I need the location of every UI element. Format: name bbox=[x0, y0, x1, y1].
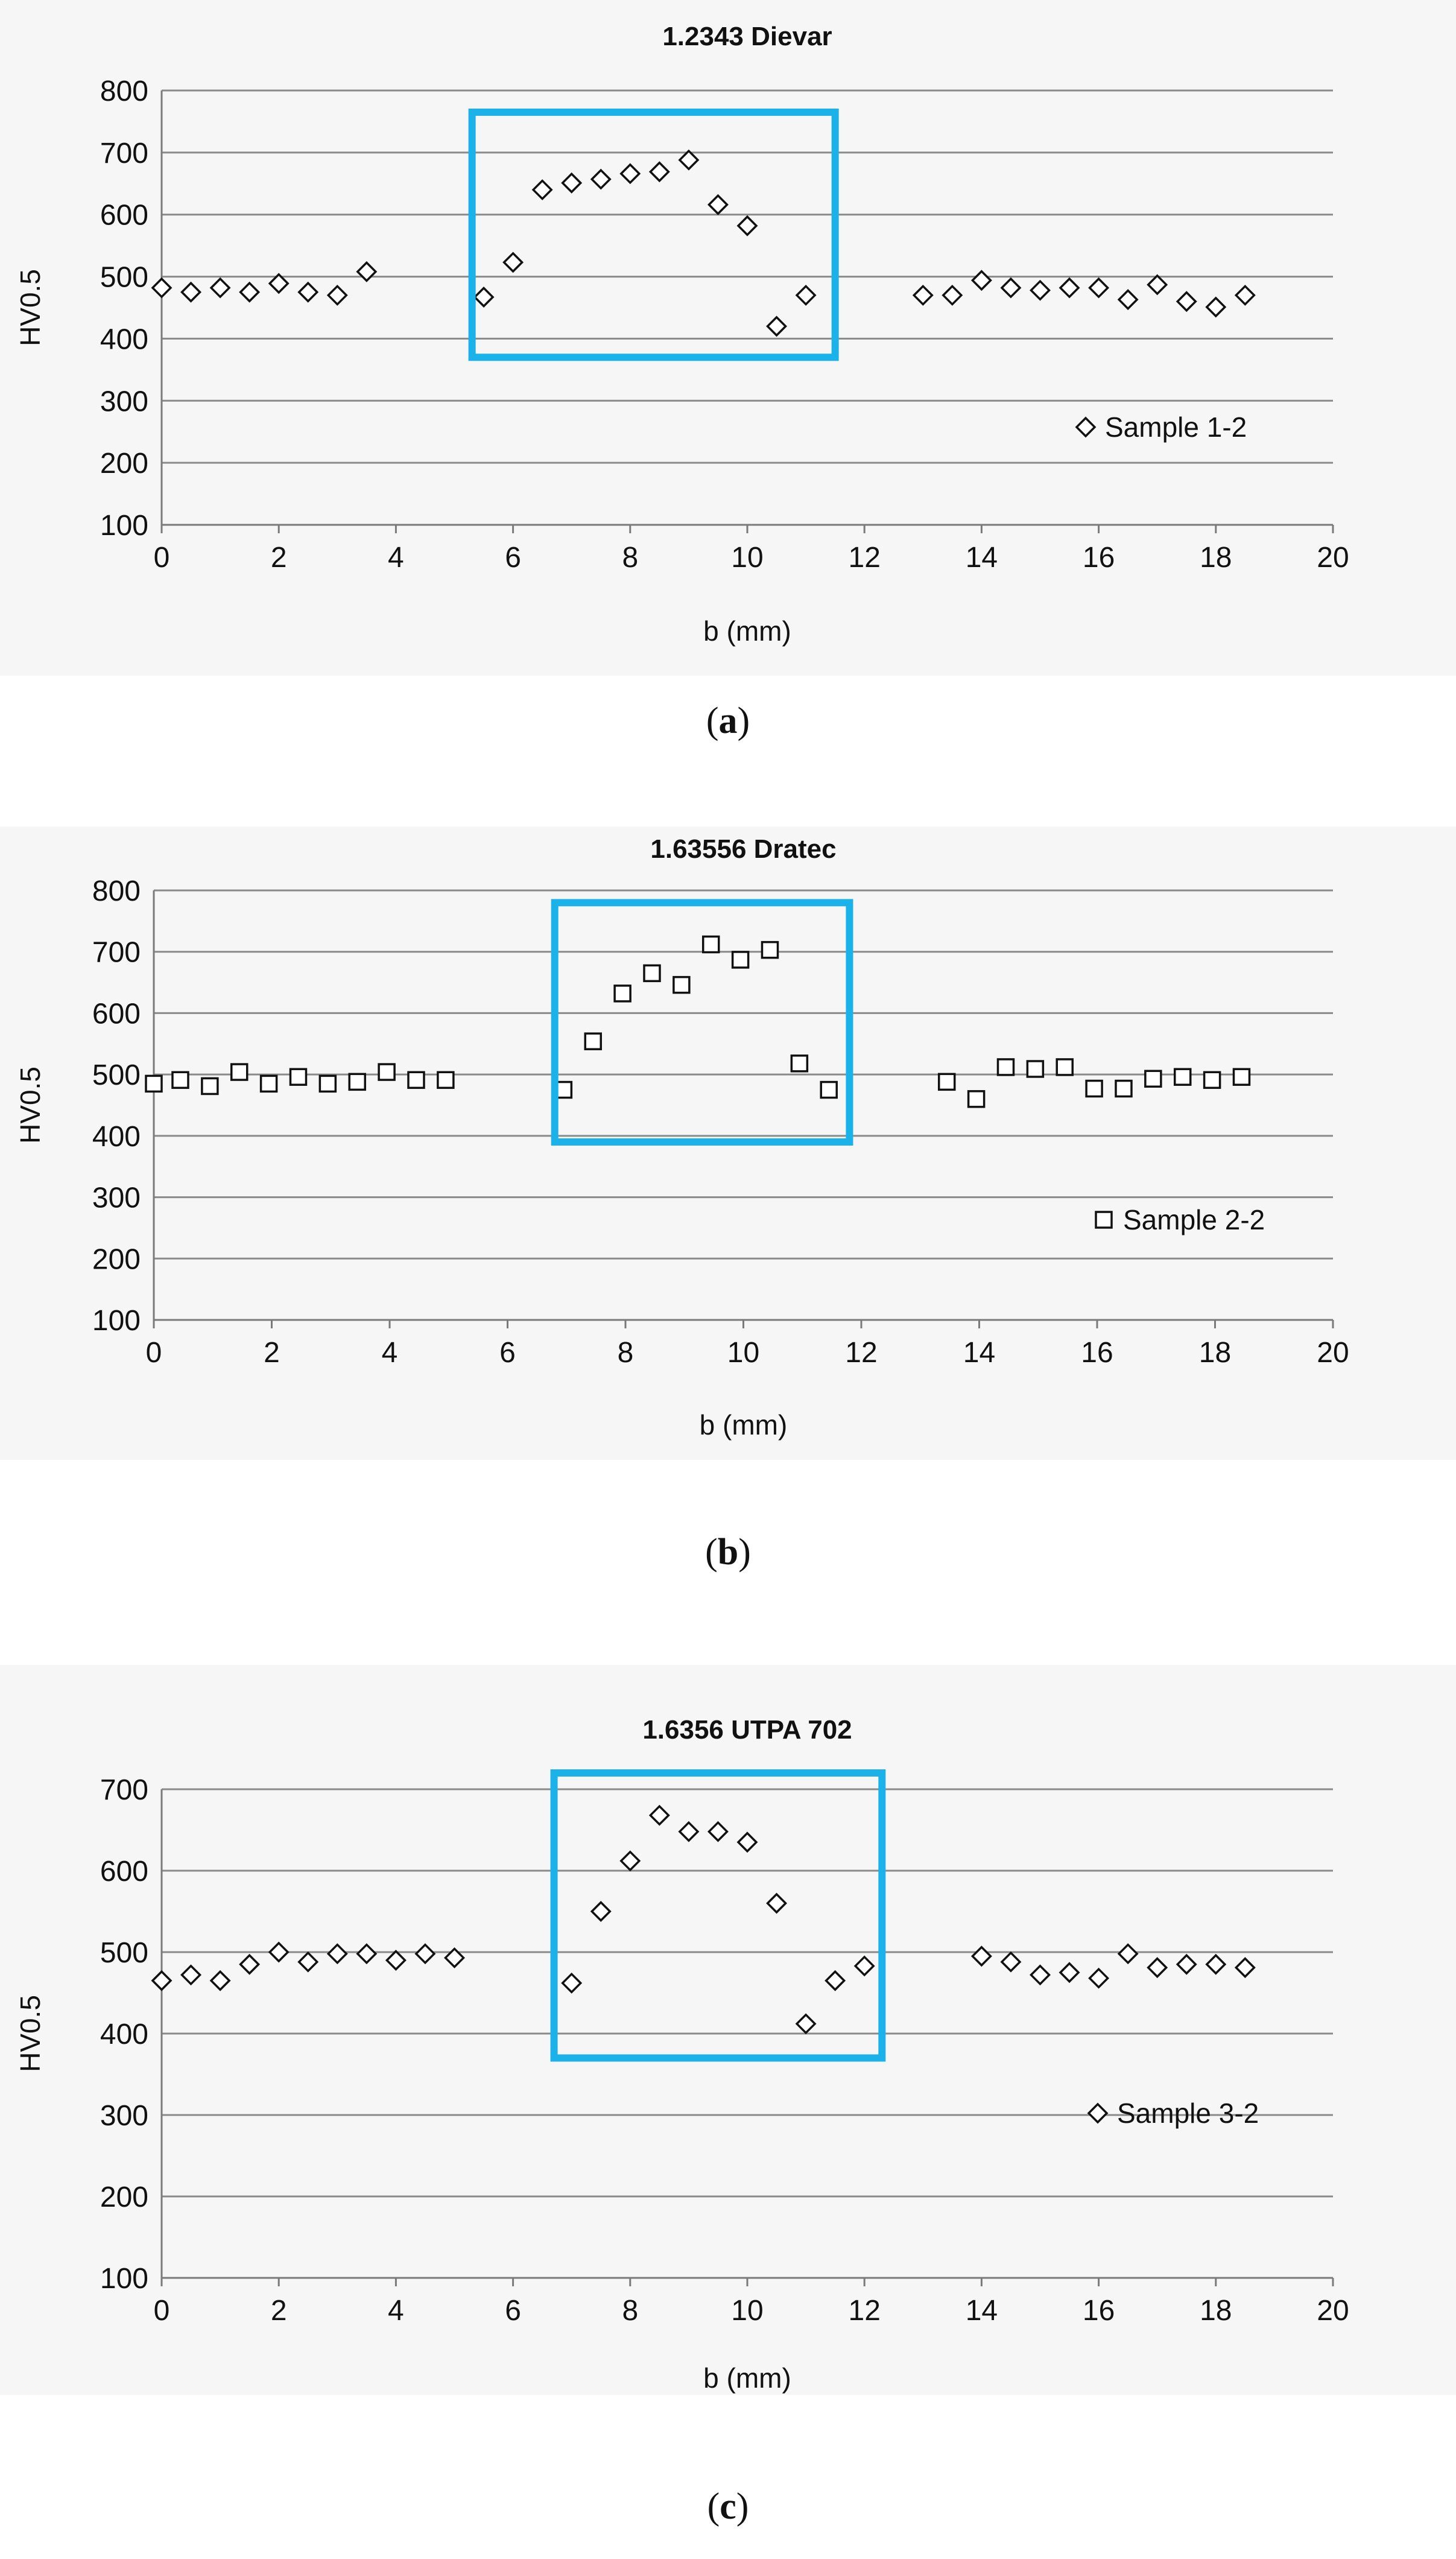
x-tick-label: 12 bbox=[845, 1337, 878, 1369]
data-point bbox=[791, 1056, 807, 1071]
x-tick-label: 6 bbox=[505, 2295, 521, 2327]
data-point bbox=[821, 1082, 837, 1098]
data-point bbox=[939, 1074, 955, 1089]
x-tick-label: 6 bbox=[505, 542, 521, 574]
x-tick-label: 2 bbox=[264, 1337, 280, 1369]
x-tick-label: 8 bbox=[622, 2295, 639, 2327]
y-tick-label: 600 bbox=[92, 998, 141, 1030]
data-point bbox=[1086, 1081, 1102, 1097]
x-tick-label: 0 bbox=[145, 1337, 162, 1369]
data-point bbox=[232, 1064, 247, 1080]
data-point bbox=[703, 937, 719, 953]
data-point bbox=[1027, 1061, 1043, 1077]
x-tick-label: 2 bbox=[270, 542, 287, 574]
y-axis-label: HV0.5 bbox=[14, 1995, 46, 2072]
y-tick-label: 200 bbox=[100, 448, 148, 480]
y-tick-label: 100 bbox=[92, 1305, 141, 1337]
x-tick-label: 10 bbox=[731, 2295, 764, 2327]
chart-a bbox=[0, 0, 1456, 700]
chart-c bbox=[0, 1665, 1456, 2395]
data-point bbox=[585, 1033, 601, 1049]
y-axis-label: HV0.5 bbox=[14, 1067, 46, 1144]
x-tick-label: 8 bbox=[617, 1337, 634, 1369]
chart-title: 1.6356 UTPA 702 bbox=[642, 1715, 852, 1745]
data-point bbox=[349, 1074, 365, 1089]
data-point bbox=[733, 952, 749, 968]
y-tick-label: 700 bbox=[92, 936, 141, 969]
y-tick-label: 700 bbox=[100, 1774, 148, 1806]
caption-a: (a) bbox=[706, 700, 750, 741]
chart-title: 1.2343 Dievar bbox=[662, 22, 832, 51]
x-tick-label: 14 bbox=[965, 2295, 998, 2327]
data-point bbox=[1145, 1071, 1161, 1086]
data-point bbox=[1057, 1059, 1072, 1075]
data-point bbox=[1116, 1081, 1132, 1097]
data-point bbox=[261, 1076, 277, 1091]
data-point bbox=[674, 977, 689, 993]
y-tick-label: 500 bbox=[100, 261, 148, 294]
data-point bbox=[320, 1076, 335, 1091]
x-axis-label: b (mm) bbox=[703, 2362, 791, 2394]
data-point bbox=[379, 1064, 394, 1080]
caption-b: (b) bbox=[705, 1532, 751, 1573]
x-tick-label: 4 bbox=[388, 2295, 404, 2327]
x-tick-label: 12 bbox=[848, 2295, 881, 2327]
y-tick-label: 600 bbox=[100, 199, 148, 232]
x-tick-label: 4 bbox=[388, 542, 404, 574]
x-tick-label: 20 bbox=[1317, 1337, 1349, 1369]
y-tick-label: 600 bbox=[100, 1856, 148, 1888]
x-tick-label: 10 bbox=[727, 1337, 760, 1369]
caption-c: (c) bbox=[707, 2486, 749, 2527]
legend-label: Sample 2-2 bbox=[1123, 1204, 1265, 1235]
y-tick-label: 100 bbox=[100, 510, 148, 542]
x-tick-label: 18 bbox=[1200, 542, 1232, 574]
data-point bbox=[969, 1091, 984, 1107]
y-tick-label: 700 bbox=[100, 137, 148, 170]
y-axis-label: HV0.5 bbox=[14, 269, 46, 346]
y-tick-label: 100 bbox=[100, 2263, 148, 2295]
legend-label: Sample 1-2 bbox=[1105, 411, 1247, 443]
data-point bbox=[1175, 1069, 1191, 1085]
x-tick-label: 0 bbox=[153, 542, 170, 574]
y-tick-label: 500 bbox=[100, 1937, 148, 1969]
y-tick-label: 300 bbox=[92, 1182, 141, 1214]
y-tick-label: 200 bbox=[100, 2181, 148, 2213]
x-tick-label: 10 bbox=[731, 542, 764, 574]
x-tick-label: 18 bbox=[1200, 2295, 1232, 2327]
y-tick-label: 800 bbox=[92, 875, 141, 907]
data-point bbox=[998, 1059, 1013, 1075]
x-tick-label: 4 bbox=[381, 1337, 398, 1369]
chart-panel-a bbox=[0, 0, 1456, 700]
x-tick-label: 20 bbox=[1317, 542, 1349, 574]
x-tick-label: 6 bbox=[499, 1337, 516, 1369]
y-tick-label: 400 bbox=[100, 2018, 148, 2050]
x-tick-label: 14 bbox=[963, 1337, 996, 1369]
x-tick-label: 16 bbox=[1082, 2295, 1115, 2327]
data-point bbox=[615, 986, 630, 1001]
data-point bbox=[1233, 1069, 1249, 1085]
x-tick-label: 0 bbox=[153, 2295, 170, 2327]
legend-label: Sample 3-2 bbox=[1117, 2098, 1259, 2129]
x-tick-label: 20 bbox=[1317, 2295, 1349, 2327]
x-axis-label: b (mm) bbox=[699, 1409, 788, 1441]
y-tick-label: 800 bbox=[100, 75, 148, 107]
y-tick-label: 300 bbox=[100, 385, 148, 418]
data-point bbox=[202, 1078, 218, 1094]
y-tick-label: 400 bbox=[92, 1120, 141, 1153]
x-tick-label: 8 bbox=[622, 542, 639, 574]
legend-marker bbox=[1096, 1212, 1112, 1228]
chart-b bbox=[0, 826, 1456, 1538]
data-point bbox=[408, 1072, 424, 1088]
y-tick-label: 200 bbox=[92, 1243, 141, 1276]
x-tick-label: 16 bbox=[1082, 542, 1115, 574]
chart-panel-b bbox=[0, 826, 1456, 1538]
data-point bbox=[290, 1069, 306, 1085]
data-point bbox=[1204, 1072, 1220, 1088]
y-tick-label: 500 bbox=[92, 1059, 141, 1092]
x-tick-label: 12 bbox=[848, 542, 881, 574]
x-tick-label: 2 bbox=[270, 2295, 287, 2327]
data-point bbox=[644, 965, 660, 981]
data-point bbox=[438, 1072, 454, 1088]
y-tick-label: 300 bbox=[100, 2100, 148, 2132]
y-tick-label: 400 bbox=[100, 323, 148, 356]
x-tick-label: 18 bbox=[1198, 1337, 1232, 1369]
x-tick-label: 16 bbox=[1081, 1337, 1113, 1369]
chart-panel-c bbox=[0, 1665, 1456, 2395]
data-point bbox=[762, 942, 777, 958]
x-tick-label: 14 bbox=[965, 542, 998, 574]
data-point bbox=[173, 1072, 188, 1088]
chart-title: 1.63556 Dratec bbox=[650, 834, 837, 864]
x-axis-label: b (mm) bbox=[703, 615, 791, 647]
data-point bbox=[146, 1076, 162, 1091]
